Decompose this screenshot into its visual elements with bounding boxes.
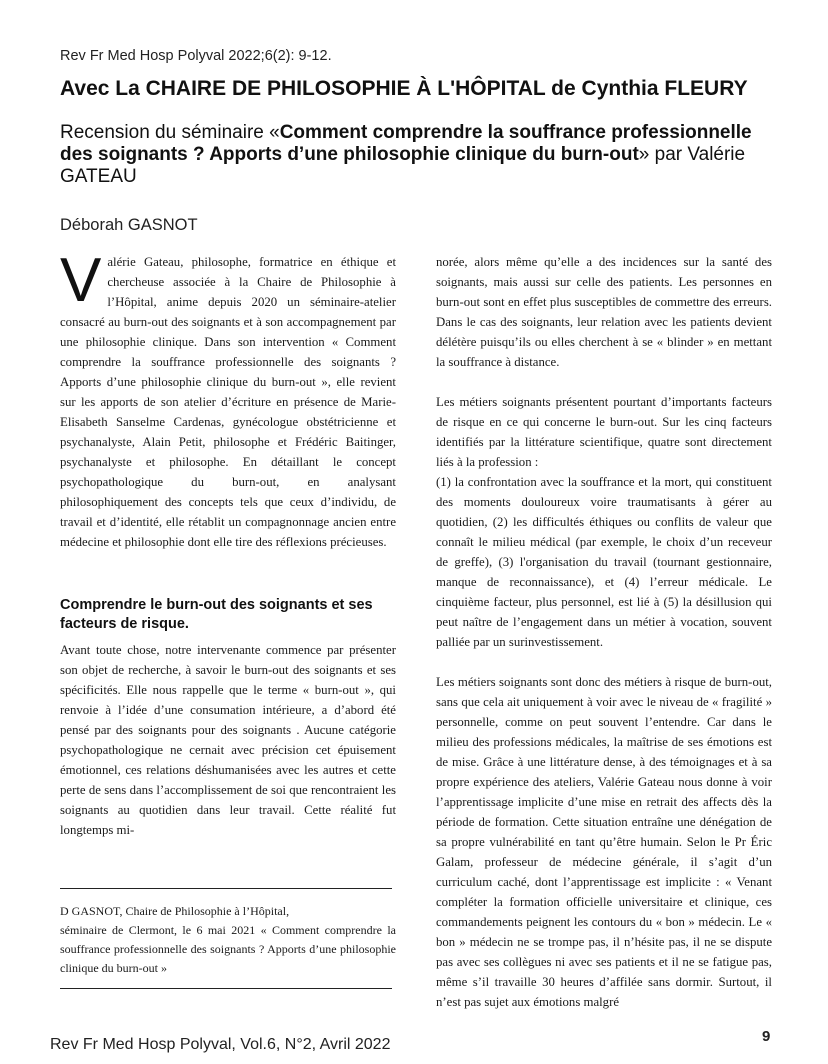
- footer-journal: Rev Fr Med Hosp Polyval, Vol.6, N°2, Avril 2022: [50, 1036, 391, 1053]
- section-paragraph: Avant toute chose, notre intervenante commence par présenter son objet de recherche, à savoir le burn-out des soignants et ses spécificités. Elle nous rappelle que le terme « burn-out », qui renvoie à l’idée d’une consumation intérieure, a d’abord été pensé par des soignants pour des soignants . Aucune catégorie psychopathologique ne cernait avec précision cet épuisement émotionnel, ces relations déshumanisées avec les autres et cette perte de sens dans l’accomplissement de soi que rencontraient les soignants au quotidien dans leur travail. Cette réalité fut longtemps mi-: [60, 643, 396, 837]
- right-paragraph-2: Les métiers soignants présentent pourtant d’importants facteurs de risque en ce qui concerne le burn-out. Sur les cinq facteurs identifiés par la littérature scientifique, quatre sont directement liés à la profession :: [436, 395, 772, 469]
- footnote-rule-top: [60, 888, 392, 889]
- subtitle-seminar-title: Comment comprendre la souffrance professionnelle des soignants ? Apports d’une philosophie clinique du burn-out: [60, 122, 752, 165]
- article-title: Avec La CHAIRE DE PHILOSOPHIE À L'HÔPITAL de Cynthia FLEURY: [60, 77, 748, 100]
- subtitle-suffix: » par Valérie GATEAU: [60, 144, 746, 187]
- right-column: [436, 252, 772, 1012]
- footnote: [60, 902, 396, 978]
- subtitle-prefix: Recension du séminaire «: [60, 122, 280, 143]
- left-column: [60, 246, 396, 840]
- footnote-line-1: D GASNOT, Chaire de Philosophie à l’Hôpital,: [60, 904, 290, 918]
- author-name: Déborah GASNOT: [60, 216, 198, 234]
- intro-text: alérie Gateau, philosophe, formatrice en éthique et chercheuse associée à la Chaire de Philosophie à l’Hôpital, anime depuis 2020 un séminaire-atelier consacré au burn-out des soignants et à son accompagnement par une philosophie clinique. Dans son intervention « Comment comprendre la souffrance professionnelle des soignants ? Apports d’une philosophie clinique du burn-out », elle revient sur les apports de son atelier d’écriture en présence de Marie-Elisabeth Sanselme Cardenas, gynécologue obstétricienne et psychanalyste, Alain Petit, philosophe et Frédéric Baitinger, psychanalyste et philosophe. En détaillant le concept psychopathologique du burn-out, en analysant philosophiquement des concepts tels que ceux d’individu, de travail et d’identité, elle rétablit un compagnonnage ancien entre médecine et philosophie dont elle tire des réflexions précieuses.: [60, 255, 396, 549]
- footnote-line-2: séminaire de Clermont, le 6 mai 2021 « Comment comprendre la souffrance professionnelle des soignants ? Apports d’une philosophie clinique du burn-out »: [60, 923, 396, 975]
- right-paragraph-1: norée, alors même qu’elle a des incidences sur la santé des soignants, mais aussi sur celle des patients. Les personnes en burn-out sont en effet plus susceptibles de commettre des erreurs. Dans le cas des soignants, leur relation avec les patients devient délétère puisqu’ils ou elles cherchent à se « blinder » en mettant la souffrance à distance.: [436, 255, 772, 369]
- citation-line: Rev Fr Med Hosp Polyval 2022;6(2): 9-12.: [60, 48, 332, 64]
- intro-paragraph: [60, 246, 396, 552]
- page-number: 9: [762, 1028, 771, 1045]
- article-subtitle: [60, 122, 780, 188]
- footnote-rule-bottom: [60, 988, 392, 989]
- drop-cap: V: [60, 246, 102, 315]
- section-heading: Comprendre le burn-out des soignants et ses facteurs de risque.: [60, 597, 373, 632]
- right-paragraph-4: Les métiers soignants sont donc des métiers à risque de burn-out, sans que cela ait uniquement à voir avec le niveau de « fragilité » personnelle, comme on peut souvent l’entendre. Car dans le milieu des professions médicales, la maîtrise de ses émotions est de mise. Grâce à une littérature dense, à des témoignages et à sa propre expérience des ateliers, Valérie Gateau nous donne à voir l’apprentissage implicite d’une mise en retrait des affects dès la période de formation. Cette situation entraîne une dénégation de sa propre vulnérabilité en tant qu’être humain. Selon le Pr Éric Galam, professeur de médecine générale, il s’agit d’un curriculum caché, dont l’apprentissage est implicite : « Venant compléter la formation officielle universitaire et clinique, ces commandements peignent les contours du « bon » médecin. Le « bon » médecin ne se trompe pas, il n’hésite pas, il ne se dispute pas avec ses collègues ni avec ses patients et il ne se fatigue pas, même s’il travaille 30 heures d’affilée sans dormir. Surtout, il n’est pas sujet aux émotions malgré: [436, 675, 772, 1009]
- right-paragraph-3: (1) la confrontation avec la souffrance et la mort, qui constituent des moments douloureux voire traumatisants à gérer au quotidien, (2) les difficultés éthiques ou conflits de valeur que connaît le milieu médical (par exemple, le choix d’un receveur de greffe), (3) l'organisation du travail (tournant gestionnaire, manque de reconnaissance), et (4) l’erreur médicale. Le cinquième facteur, plus personnel, est lié à (5) la désillusion qui peut naître de l’engagement dans un métier à vocation, souvent palliée par un surinvestissement.: [436, 475, 772, 649]
